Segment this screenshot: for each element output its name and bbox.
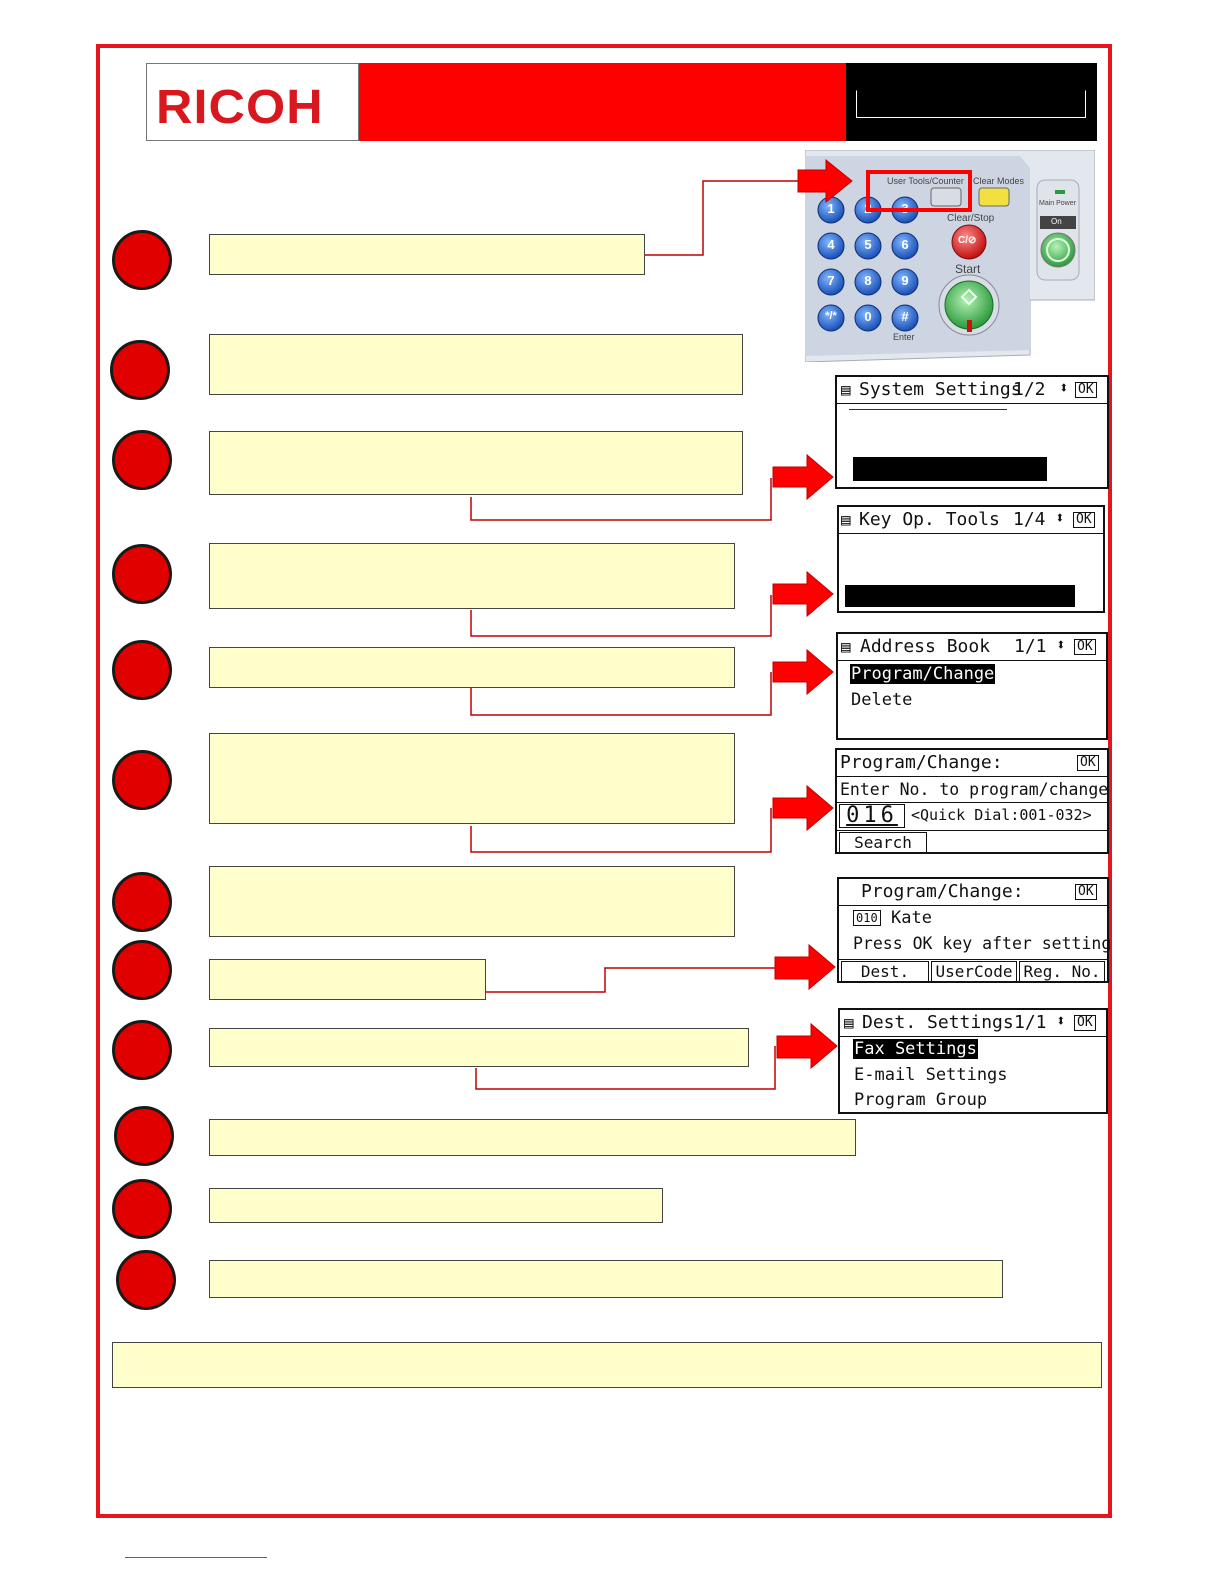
step-11-box [209, 1188, 663, 1223]
menu-icon: ▤ [841, 637, 851, 656]
updown-icon: ⬍ [1056, 635, 1066, 654]
selected-item-redacted[interactable] [853, 457, 1047, 481]
step-marker-6 [112, 750, 172, 810]
tab-reg-no[interactable]: Reg. No. [1019, 961, 1105, 981]
step-7-box [209, 866, 735, 937]
user-tools-label: User Tools/Counter [887, 176, 964, 186]
step-1-box [209, 234, 645, 275]
step-marker-9 [112, 1020, 172, 1080]
key-0[interactable]: 0 [864, 309, 872, 324]
start-label: Start [955, 262, 981, 276]
key-5[interactable]: 5 [864, 237, 872, 252]
divider [837, 403, 1107, 404]
entry-number-badge: 010 [853, 910, 881, 926]
step-marker-1 [112, 230, 172, 290]
step-12-box [209, 1260, 1003, 1298]
arrow-dest-settings [777, 1024, 837, 1068]
ok-button[interactable]: OK [1075, 382, 1097, 398]
lcd-system-settings [835, 375, 1109, 489]
menu-icon: ▤ [841, 380, 851, 399]
updown-icon: ⬍ [1056, 1011, 1066, 1030]
tab-dest[interactable]: Dest. [841, 961, 929, 981]
step-marker-5 [112, 640, 172, 700]
menu-item-program-group[interactable]: Program Group [854, 1090, 988, 1110]
lcd-address-book [836, 632, 1108, 740]
divider [838, 660, 1106, 661]
menu-item-delete[interactable]: Delete [851, 690, 913, 710]
lcd-page: 1/1 [1014, 636, 1047, 657]
step-5-box [209, 647, 735, 688]
lcd-page: 1/2 [1013, 379, 1046, 400]
step-marker-4 [112, 544, 172, 604]
key-hash[interactable]: # [901, 309, 909, 324]
ok-button[interactable]: OK [1077, 755, 1099, 771]
entry-prompt: Enter No. to program/change [840, 780, 1109, 799]
arrow-program-change [773, 786, 833, 830]
step-8-box [209, 959, 486, 1000]
updown-icon: ⬍ [1055, 508, 1065, 527]
divider [837, 776, 1107, 777]
key-1[interactable]: 1 [827, 201, 835, 216]
step-marker-11 [112, 1179, 172, 1239]
step-marker-3 [112, 430, 172, 490]
quick-dial-number-input[interactable]: 016 [839, 804, 905, 828]
divider [840, 1036, 1106, 1037]
divider [839, 905, 1107, 906]
clear-modes-label: Clear Modes [973, 176, 1025, 186]
step-10-box [209, 1119, 856, 1156]
lcd-dest-settings [838, 1008, 1108, 1114]
arrow-address-book [773, 650, 833, 694]
lcd-title: System Settings [859, 379, 1022, 400]
ok-button[interactable]: OK [1073, 512, 1095, 528]
footer-link-underline [125, 1557, 267, 1558]
key-9[interactable]: 9 [901, 273, 909, 288]
clear-stop-key[interactable]: C/⊘ [958, 235, 977, 246]
step-marker-8 [112, 940, 172, 1000]
step-marker-10 [114, 1106, 174, 1166]
arrow-dest-tab [775, 945, 835, 989]
key-star[interactable]: */* [825, 310, 837, 322]
arrow-key-op-tools [773, 572, 833, 616]
step-3-box [209, 431, 743, 495]
step-6-box [209, 733, 735, 824]
step-marker-7 [112, 872, 172, 932]
divider [837, 830, 1107, 831]
step-4-box [209, 543, 735, 609]
lcd-program-change-entry [835, 748, 1109, 854]
step-2-box [209, 334, 743, 395]
tab-usercode[interactable]: UserCode [931, 961, 1017, 981]
lcd-title: Key Op. Tools [859, 509, 1000, 530]
bottom-note-box [112, 1342, 1102, 1388]
divider [839, 533, 1103, 534]
ricoh-logo: RICOH [156, 81, 324, 134]
on-label: On [1051, 217, 1062, 226]
arrow-system-settings [773, 455, 833, 499]
lcd-program-change-setting [837, 877, 1112, 983]
updown-icon: ⬍ [1059, 378, 1069, 397]
step-marker-12 [116, 1250, 176, 1310]
menu-item-email-settings[interactable]: E-mail Settings [854, 1065, 1008, 1085]
lcd-title: Program/Change: [861, 881, 1024, 902]
key-4[interactable]: 4 [827, 237, 835, 252]
lcd-title: Dest. Settings [862, 1012, 1014, 1033]
step-marker-2 [110, 340, 170, 400]
quick-dial-range: <Quick Dial:001-032> [911, 806, 1092, 824]
lcd-page: 1/1 [1014, 1012, 1047, 1033]
menu-item-program-change[interactable]: Program/Change [851, 664, 995, 684]
key-7[interactable]: 7 [827, 273, 835, 288]
lcd-key-op-tools [837, 505, 1105, 613]
key-2[interactable]: 2 [864, 201, 872, 216]
lcd-title: Address Book [860, 636, 991, 657]
key-8[interactable]: 8 [864, 273, 872, 288]
arrow-user-tools [798, 160, 852, 202]
ok-button[interactable]: OK [1074, 1015, 1096, 1031]
ok-button[interactable]: OK [1075, 884, 1097, 900]
ok-button[interactable]: OK [1074, 639, 1096, 655]
key-6[interactable]: 6 [901, 237, 909, 252]
setting-hint: Press OK key after setting [853, 934, 1112, 953]
step-9-box [209, 1028, 749, 1067]
lcd-page: 1/4 [1013, 509, 1046, 530]
menu-icon: ▤ [844, 1013, 854, 1032]
menu-item-fax-settings[interactable]: Fax Settings [854, 1039, 977, 1059]
main-power-label: Main Power [1039, 200, 1076, 207]
key-3[interactable]: 3 [901, 201, 909, 216]
clear-stop-label: Clear/Stop [947, 213, 995, 224]
enter-label: Enter [893, 332, 915, 342]
selected-item-redacted[interactable] [845, 585, 1075, 607]
search-tab[interactable]: Search [839, 832, 927, 852]
divider [849, 409, 1007, 410]
divider [839, 959, 1107, 960]
entry-name: Kate [891, 908, 932, 928]
lcd-title: Program/Change: [840, 752, 1003, 773]
menu-icon: ▤ [841, 510, 851, 529]
